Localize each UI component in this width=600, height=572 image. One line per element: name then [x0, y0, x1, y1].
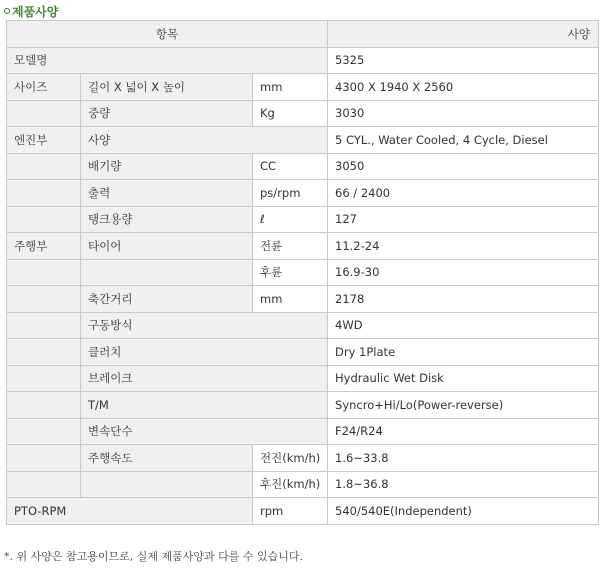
category-empty	[7, 100, 81, 127]
category-empty	[7, 206, 81, 233]
category-empty	[7, 471, 81, 498]
category-empty	[7, 180, 81, 207]
row-label-tm: T/M	[81, 392, 328, 419]
row-label-engine-spec: 사양	[81, 127, 328, 154]
row-unit-tire-rear: 후륜	[253, 259, 328, 286]
row-unit-tire-front: 전륜	[253, 233, 328, 260]
row-unit-size: mm	[253, 74, 328, 101]
row-value-model: 5325	[328, 47, 599, 74]
section-title	[4, 2, 58, 20]
spec-table	[6, 20, 599, 525]
row-value-size: 4300 X 1940 X 2560	[328, 74, 599, 101]
table-row	[7, 74, 599, 101]
table-header-row	[7, 21, 599, 48]
section-title-text: 제품사양	[12, 4, 59, 19]
row-value-brake: Hydraulic Wet Disk	[328, 365, 599, 392]
table-row	[7, 471, 599, 498]
table-row	[7, 127, 599, 154]
row-label-gears: 변속단수	[81, 418, 328, 445]
table-row	[7, 312, 599, 339]
category-empty	[7, 259, 81, 286]
row-value-drive: 4WD	[328, 312, 599, 339]
row-value-displacement: 3050	[328, 153, 599, 180]
row-unit-tank: ℓ	[253, 206, 328, 233]
row-value-output: 66 / 2400	[328, 180, 599, 207]
category-empty	[7, 312, 81, 339]
row-label-output: 출력	[81, 180, 253, 207]
category-empty	[7, 339, 81, 366]
row-label-speed: 주행속도	[81, 445, 253, 472]
row-label-clutch: 클러치	[81, 339, 328, 366]
header-spec: 사양	[328, 21, 599, 48]
row-value-weight: 3030	[328, 100, 599, 127]
row-unit-displacement: CC	[253, 153, 328, 180]
row-label-drive: 구동방식	[81, 312, 328, 339]
row-label-tank: 탱크용량	[81, 206, 253, 233]
header-item: 항목	[7, 21, 328, 48]
row-value-tank: 127	[328, 206, 599, 233]
table-row	[7, 153, 599, 180]
disclaimer-note: *. 위 사양은 참고용이므로, 실제 제품사양과 다를 수 있습니다.	[4, 550, 303, 563]
category-empty	[7, 153, 81, 180]
table-row	[7, 47, 599, 74]
row-value-wheelbase: 2178	[328, 286, 599, 313]
row-unit-weight: Kg	[253, 100, 328, 127]
table-row	[7, 339, 599, 366]
row-label-empty	[81, 471, 253, 498]
row-unit-speed-fwd: 전진(km/h)	[253, 445, 328, 472]
row-label-wheelbase: 축간거리	[81, 286, 253, 313]
row-value-pto: 540/540E(Independent)	[328, 498, 599, 525]
row-label-model: 모델명	[7, 47, 328, 74]
table-row	[7, 100, 599, 127]
row-label-size: 길이 X 넓이 X 높이	[81, 74, 253, 101]
row-value-tire-rear: 16.9-30	[328, 259, 599, 286]
row-value-speed-fwd: 1.6~33.8	[328, 445, 599, 472]
category-empty	[7, 365, 81, 392]
table-row	[7, 365, 599, 392]
table-row	[7, 233, 599, 260]
row-label-brake: 브레이크	[81, 365, 328, 392]
category-size: 사이즈	[7, 74, 81, 101]
row-unit-output: ps/rpm	[253, 180, 328, 207]
table-row	[7, 445, 599, 472]
table-row	[7, 498, 599, 525]
row-label-pto: PTO-RPM	[7, 498, 253, 525]
row-value-tm: Syncro+Hi/Lo(Power-reverse)	[328, 392, 599, 419]
category-empty	[7, 445, 81, 472]
table-row	[7, 180, 599, 207]
row-label-weight: 중량	[81, 100, 253, 127]
category-empty	[7, 286, 81, 313]
category-engine: 엔진부	[7, 127, 81, 154]
row-value-tire-front: 11.2-24	[328, 233, 599, 260]
category-drive: 주행부	[7, 233, 81, 260]
bullet-circle-icon	[4, 8, 10, 14]
table-row	[7, 206, 599, 233]
row-value-gears: F24/R24	[328, 418, 599, 445]
table-row	[7, 392, 599, 419]
table-row	[7, 259, 599, 286]
row-label-displacement: 배기량	[81, 153, 253, 180]
category-empty	[7, 418, 81, 445]
table-row	[7, 286, 599, 313]
row-unit-pto: rpm	[253, 498, 328, 525]
row-label-empty	[81, 259, 253, 286]
row-unit-wheelbase: mm	[253, 286, 328, 313]
row-label-tire: 타이어	[81, 233, 253, 260]
row-unit-speed-rev: 후진(km/h)	[253, 471, 328, 498]
row-value-clutch: Dry 1Plate	[328, 339, 599, 366]
row-value-engine-spec: 5 CYL., Water Cooled, 4 Cycle, Diesel	[328, 127, 599, 154]
row-value-speed-rev: 1.8~36.8	[328, 471, 599, 498]
category-empty	[7, 392, 81, 419]
table-row	[7, 418, 599, 445]
